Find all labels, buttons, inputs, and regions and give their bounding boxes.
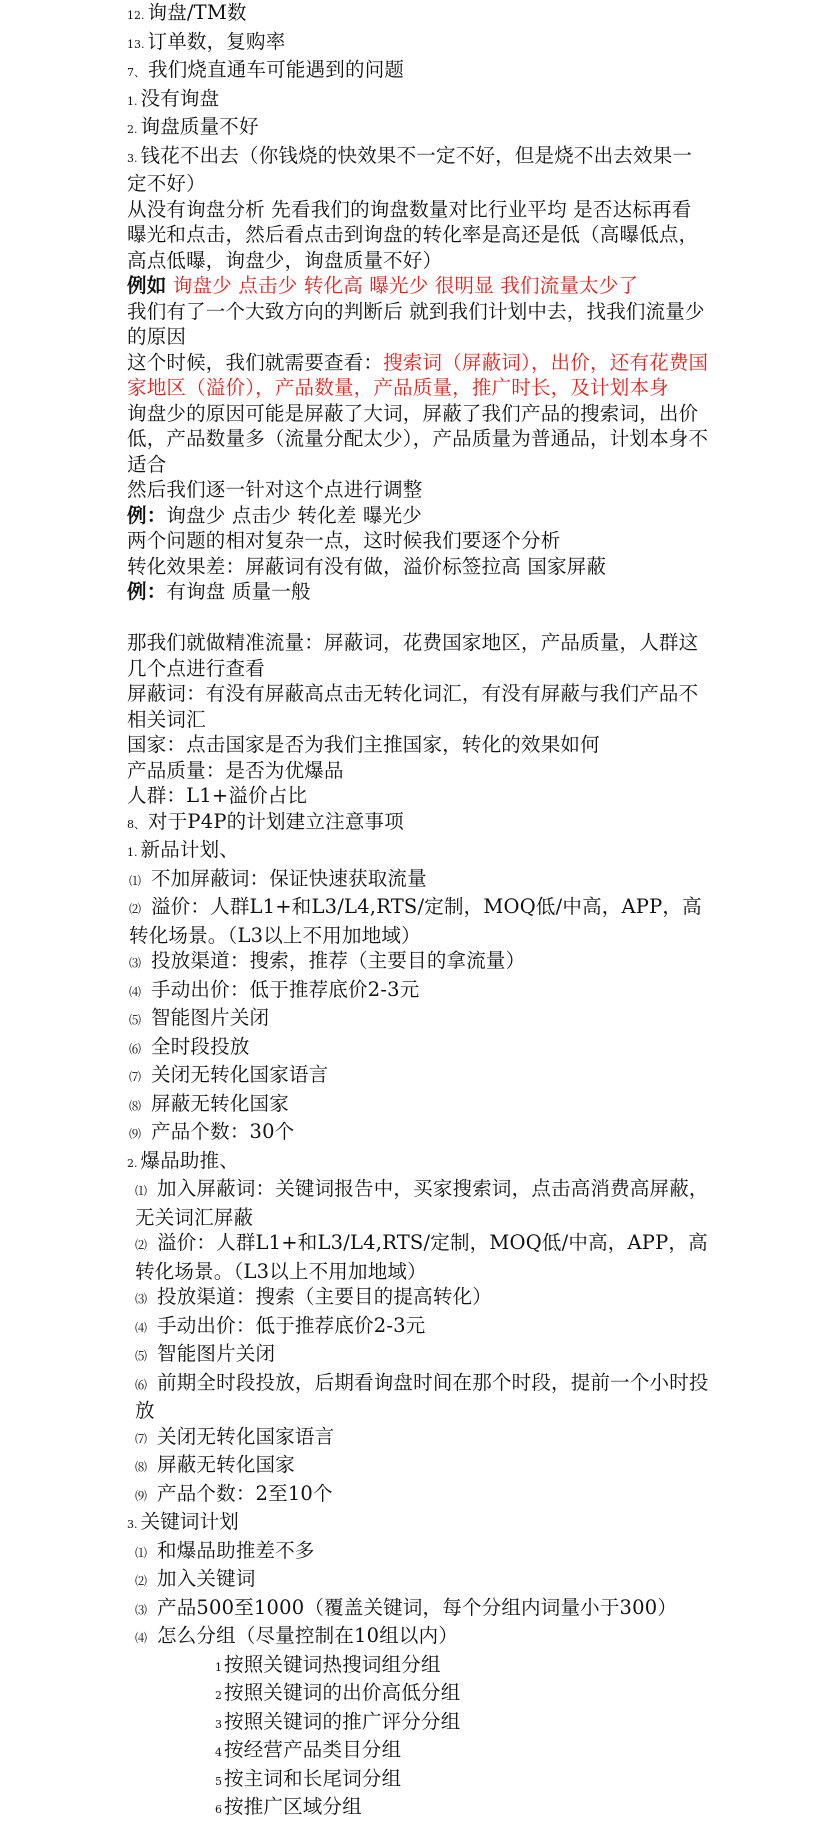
text-line	[127, 837, 709, 866]
text-line	[127, 299, 709, 350]
text-line	[127, 809, 709, 838]
line-text: 两个问题的相对复杂一点，这时候我们要逐个分析	[127, 529, 561, 552]
text-line	[127, 1062, 709, 1091]
text-line	[127, 1652, 709, 1681]
bold-label: 例：	[127, 503, 167, 527]
line-text: 这个时候，我们就需要查看：	[127, 350, 384, 374]
line-text: 投放渠道：搜索，推荐（主要目的拿流量）	[151, 949, 526, 972]
list-number: 7、	[127, 66, 145, 79]
line-text: 前期全时段投放，后期看询盘时间在那个时段，提前一个小时投放	[135, 1370, 709, 1422]
line-text: 关闭无转化国家语言	[157, 1424, 335, 1448]
list-number: 2.	[127, 1156, 138, 1170]
list-number: ⑴	[135, 1184, 148, 1198]
list-number: ⑷	[129, 984, 142, 999]
line-text: 投放渠道：搜索（主要目的提高转化）	[157, 1285, 492, 1308]
line-text: 询盘/TM数	[147, 1, 247, 24]
text-line	[127, 1284, 709, 1313]
list-number: ⑹	[129, 1041, 142, 1056]
text-line	[127, 783, 709, 809]
line-text: 询盘少的原因可能是屏蔽了大词，屏蔽了我们产品的搜索词，出价低，产品数量多（流量分配太少），产品质量为普通品，计划本身不适合	[127, 401, 709, 476]
list-number: ⑸	[135, 1349, 148, 1363]
line-text: 爆品助推、	[140, 1148, 240, 1172]
text-line	[127, 1481, 709, 1510]
text-line	[127, 29, 709, 58]
text-line	[127, 1034, 709, 1063]
highlight-text: 询盘少 点击少 转化高 曝光少 很明显 我们流量太少了	[166, 274, 639, 297]
line-text: 人群：L1+溢价占比	[127, 784, 308, 807]
line-text: 按照关键词的出价高低分组	[224, 1681, 461, 1704]
list-number: 2	[215, 1689, 222, 1702]
document-body	[127, 0, 709, 1823]
list-number: ⑶	[129, 956, 142, 970]
line-text: 屏蔽无转化国家	[151, 1091, 289, 1115]
list-number: ⑺	[135, 1431, 148, 1446]
list-number: ⑻	[135, 1460, 148, 1474]
list-number: ⑶	[135, 1292, 148, 1306]
text-line	[127, 0, 709, 29]
text-line	[127, 1766, 709, 1795]
list-number: ⑴	[129, 873, 142, 888]
bold-label: 例如	[127, 274, 167, 297]
line-text: 溢价：人群L1+和L3/L4,RTS/定制，MOQ低/中高，APP，高转化场景。（L3以上不用加地域）	[135, 1231, 708, 1283]
line-text: 按经营产品类目分组	[224, 1738, 402, 1761]
line-text: 国家：点击国家是否为我们主推国家，转化的效果如何	[127, 733, 600, 756]
line-text: 怎么分组（尽量控制在10组以内）	[157, 1624, 459, 1647]
list-number: 6	[215, 1803, 222, 1816]
text-line	[127, 866, 709, 895]
list-number: ⑼	[129, 1127, 142, 1141]
line-text: 智能图片关闭	[157, 1342, 276, 1365]
line-text: 产品质量：是否为优爆品	[127, 758, 344, 782]
text-line	[127, 273, 709, 299]
text-line	[127, 477, 709, 503]
line-text: 关闭无转化国家语言	[151, 1063, 329, 1086]
text-line	[127, 1595, 709, 1624]
text-line	[127, 554, 709, 580]
line-text: 屏蔽词：有没有屏蔽高点击无转化词汇，有没有屏蔽与我们产品不相关词汇	[127, 682, 699, 731]
line-text: 屏蔽无转化国家	[157, 1453, 295, 1476]
list-number: ⑻	[129, 1098, 142, 1113]
text-line	[127, 948, 709, 977]
blank-line	[127, 605, 709, 631]
text-line	[127, 197, 709, 274]
list-number: ⑶	[135, 1602, 148, 1617]
text-line	[127, 1709, 709, 1738]
line-text: 从没有询盘分析 先看我们的询盘数量对比行业平均 是否达标再看曝光和点击，然后看点击到询盘的转化率是高还是低（高曝低点，高点低曝，询盘少，询盘质量不好）	[127, 197, 699, 272]
list-number: 2.	[127, 123, 138, 136]
list-number: 1	[215, 1660, 222, 1674]
list-number: 8、	[127, 817, 145, 831]
list-number: ⑼	[135, 1488, 148, 1503]
text-line	[127, 1370, 709, 1424]
list-number: 5	[215, 1774, 222, 1788]
highlight-text: 搜索词（屏蔽词），出价，还有花费国家地区（溢价），产品数量，产品质量，推广时长，及计划本身	[127, 350, 709, 399]
list-number: 4	[215, 1746, 222, 1759]
text-line	[127, 401, 709, 478]
line-text: 产品个数：2至10个	[157, 1481, 333, 1505]
list-number: ⑵	[135, 1574, 148, 1588]
line-text: 询盘质量不好	[140, 115, 259, 138]
text-line	[127, 1230, 709, 1284]
line-text: 我们有了一个大致方向的判断后 就到我们计划中去，找我们流量少的原因	[127, 299, 705, 348]
line-text: 手动出价：低于推荐底价2-3元	[151, 977, 420, 1001]
text-line	[127, 732, 709, 758]
line-text: 钱花不出去（你钱烧的快效果不一定不好，但是烧不出去效果一定不好）	[127, 143, 693, 195]
list-number: ⑺	[129, 1070, 142, 1084]
line-text: 智能图片关闭	[151, 1006, 270, 1029]
text-line	[127, 894, 709, 948]
line-text: 订单数，复购率	[147, 29, 286, 53]
text-line	[127, 977, 709, 1006]
text-line	[127, 630, 709, 681]
line-text: 溢价：人群L1+和L3/L4,RTS/定制，MOQ低/中高，APP，高转化场景。（L3以上不用加地域）	[129, 895, 702, 947]
line-text: 按照关键词热搜词组分组	[224, 1652, 441, 1676]
line-text: 按推广区域分组	[224, 1795, 362, 1818]
list-number: 3	[215, 1717, 222, 1731]
list-number: 13.	[127, 37, 145, 51]
text-line	[127, 114, 709, 143]
list-number: 3.	[127, 1518, 138, 1531]
list-number: 1.	[127, 94, 138, 108]
text-line	[127, 350, 709, 401]
text-line	[127, 1424, 709, 1453]
line-text: 和爆品助推差不多	[157, 1538, 315, 1562]
bold-label: 例：	[127, 580, 167, 603]
list-number: ⑵	[135, 1238, 148, 1252]
text-line	[127, 1091, 709, 1120]
line-text: 加入关键词	[157, 1567, 256, 1590]
line-text: 对于P4P的计划建立注意事项	[148, 809, 404, 833]
line-text: 然后我们逐一针对这个点进行调整	[127, 478, 423, 501]
text-line	[127, 143, 709, 197]
line-text: 有询盘 质量一般	[166, 580, 311, 603]
text-line	[127, 1566, 709, 1595]
list-number: ⑴	[135, 1545, 148, 1560]
line-text: 没有询盘	[140, 86, 220, 110]
line-text: 询盘少 点击少 转化差 曝光少	[166, 503, 423, 527]
line-text: 新品计划、	[140, 838, 240, 861]
text-line	[127, 1509, 709, 1538]
line-text: 我们烧直通车可能遇到的问题	[148, 58, 405, 81]
list-number: ⑹	[135, 1377, 148, 1392]
line-text: 全时段投放	[151, 1034, 250, 1058]
list-number: 3.	[127, 151, 138, 165]
line-text: 产品500至1000（覆盖关键词，每个分组内词量小于300）	[157, 1595, 678, 1619]
line-text: 产品个数：30个	[151, 1120, 295, 1143]
line-text: 关键词计划	[140, 1510, 240, 1533]
line-text: 不加屏蔽词：保证快速获取流量	[151, 866, 427, 890]
line-text: 加入屏蔽词：关键词报告中，买家搜索词，点击高消费高屏蔽，无关词汇屏蔽	[135, 1177, 709, 1229]
line-text: 按照关键词的推广评分分组	[224, 1709, 461, 1733]
list-number: ⑷	[135, 1320, 148, 1335]
text-line	[127, 681, 709, 732]
line-text: 按主词和长尾词分组	[224, 1766, 402, 1790]
text-line	[127, 57, 709, 86]
text-line	[127, 1005, 709, 1034]
line-text: 转化效果差：屏蔽词有没有做，溢价标签拉高 国家屏蔽	[127, 554, 607, 578]
line-text: 那我们就做精准流量：屏蔽词，花费国家地区，产品质量，人群这几个点进行查看	[127, 631, 699, 680]
list-number: 1.	[127, 846, 138, 859]
text-line	[127, 1737, 709, 1766]
text-line	[127, 1148, 709, 1177]
text-line	[127, 86, 709, 115]
text-line	[127, 579, 709, 605]
text-line	[127, 1794, 709, 1823]
text-line	[127, 1341, 709, 1370]
list-number: 12.	[127, 9, 145, 22]
text-line	[127, 1176, 709, 1230]
text-line	[127, 1680, 709, 1709]
text-line	[127, 1538, 709, 1567]
text-line	[127, 1452, 709, 1481]
list-number: ⑸	[129, 1013, 142, 1027]
text-line	[127, 528, 709, 554]
text-line	[127, 758, 709, 784]
list-number: ⑵	[129, 902, 142, 916]
text-line	[127, 503, 709, 529]
text-line	[127, 1313, 709, 1342]
text-line	[127, 1119, 709, 1148]
list-number: ⑷	[135, 1631, 148, 1645]
text-line	[127, 1623, 709, 1652]
line-text: 手动出价：低于推荐底价2-3元	[157, 1313, 426, 1337]
